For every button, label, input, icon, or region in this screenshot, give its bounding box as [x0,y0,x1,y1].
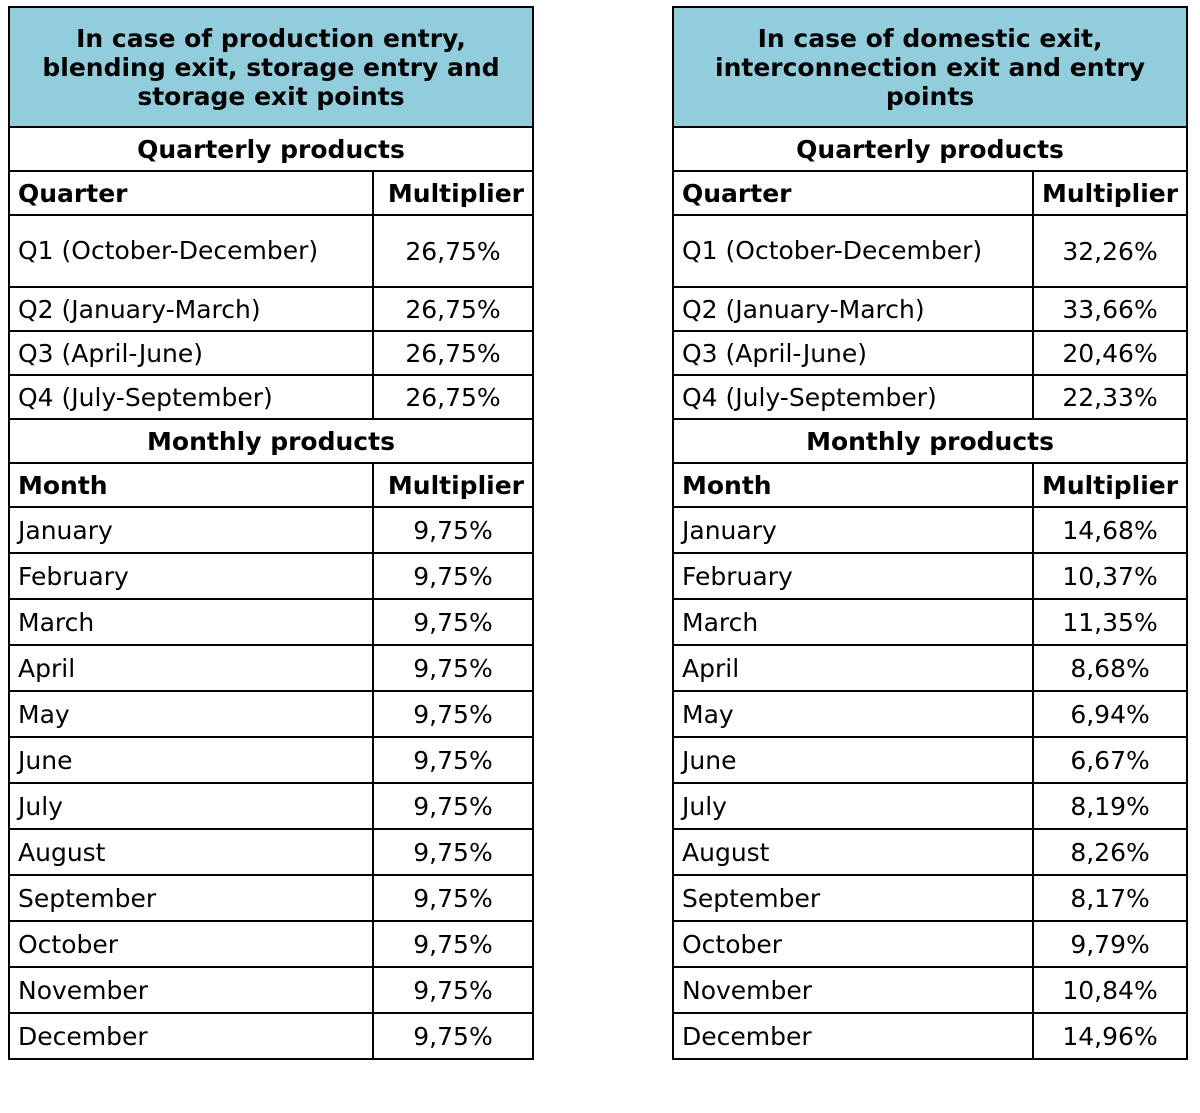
month-label: August [673,829,1033,875]
table-row [673,287,1187,331]
quarterly-products-title: Quarterly products [673,127,1187,171]
multiplier-value: 6,67% [1033,737,1187,783]
table-row [673,691,1187,737]
monthly-products-title: Monthly products [673,419,1187,463]
month-label: January [9,507,373,553]
multiplier-value: 8,26% [1033,829,1187,875]
month-label: September [673,875,1033,921]
table-row [9,1013,533,1059]
month-label: September [9,875,373,921]
table-row [673,967,1187,1013]
table-row [9,375,533,419]
multiplier-value: 9,75% [373,645,533,691]
month-label: July [673,783,1033,829]
multiplier-value: 26,75% [373,215,533,287]
monthly-products-title: Monthly products [9,419,533,463]
multiplier-value: 9,75% [373,737,533,783]
table-row [9,691,533,737]
table-row [673,553,1187,599]
multiplier-value: 9,75% [373,599,533,645]
multiplier-value: 8,19% [1033,783,1187,829]
month-label: May [673,691,1033,737]
table-row [9,967,533,1013]
multiplier-value: 6,94% [1033,691,1187,737]
multiplier-value: 9,75% [373,691,533,737]
multiplier-column-header: Multiplier [373,171,533,215]
quarter-label: Q3 (April-June) [673,331,1033,375]
table-row [9,507,533,553]
multiplier-value: 20,46% [1033,331,1187,375]
month-column-header: Month [673,463,1033,507]
multiplier-column-header: Multiplier [373,463,533,507]
quarter-label: Q3 (April-June) [9,331,373,375]
table-row [673,737,1187,783]
month-label: November [9,967,373,1013]
month-label: August [9,829,373,875]
multiplier-value: 14,96% [1033,1013,1187,1059]
multiplier-value: 10,84% [1033,967,1187,1013]
month-label: April [9,645,373,691]
table-row [673,507,1187,553]
month-label: May [9,691,373,737]
table-row [9,737,533,783]
multiplier-table-right [672,6,1188,1060]
quarter-label: Q4 (July-September) [673,375,1033,419]
multiplier-table-left [8,6,534,1060]
table-header: In case of production entry, blending exit, storage entry and storage exit points [9,7,533,127]
table-row [9,783,533,829]
table-row [673,215,1187,287]
table-row [9,921,533,967]
month-label: April [673,645,1033,691]
quarter-label: Q2 (January-March) [9,287,373,331]
table-row [9,875,533,921]
table-row [9,829,533,875]
table-row [673,783,1187,829]
month-label: December [673,1013,1033,1059]
month-label: March [673,599,1033,645]
multiplier-column-header: Multiplier [1033,463,1187,507]
multiplier-value: 26,75% [373,287,533,331]
multiplier-value: 14,68% [1033,507,1187,553]
table-row [9,331,533,375]
quarterly-products-title: Quarterly products [9,127,533,171]
quarter-label: Q4 (July-September) [9,375,373,419]
multiplier-value: 9,75% [373,921,533,967]
table-header: In case of domestic exit, interconnection exit and entry points [673,7,1187,127]
month-label: March [9,599,373,645]
quarter-label: Q1 (October-December) [9,215,373,287]
month-label: July [9,783,373,829]
table-row [9,553,533,599]
multiplier-value: 22,33% [1033,375,1187,419]
table-row [673,331,1187,375]
month-label: June [673,737,1033,783]
quarter-column-header: Quarter [9,171,373,215]
multiplier-value: 10,37% [1033,553,1187,599]
table-row [673,875,1187,921]
table-row [9,287,533,331]
table-row [9,215,533,287]
month-label: February [673,553,1033,599]
table-row [673,375,1187,419]
multiplier-value: 9,75% [373,829,533,875]
quarter-column-header: Quarter [673,171,1033,215]
month-label: November [673,967,1033,1013]
table-row [673,599,1187,645]
table-row [673,829,1187,875]
month-label: October [673,921,1033,967]
multiplier-value: 9,75% [373,507,533,553]
month-label: October [9,921,373,967]
table-row [673,921,1187,967]
month-label: June [9,737,373,783]
multiplier-value: 26,75% [373,375,533,419]
multiplier-value: 8,17% [1033,875,1187,921]
multiplier-value: 11,35% [1033,599,1187,645]
month-label: December [9,1013,373,1059]
table-row [673,645,1187,691]
month-column-header: Month [9,463,373,507]
multiplier-value: 32,26% [1033,215,1187,287]
multiplier-value: 9,75% [373,967,533,1013]
multiplier-value: 26,75% [373,331,533,375]
quarter-label: Q2 (January-March) [673,287,1033,331]
multiplier-value: 8,68% [1033,645,1187,691]
multiplier-value: 9,75% [373,1013,533,1059]
multiplier-value: 9,75% [373,783,533,829]
quarter-label: Q1 (October-December) [673,215,1033,287]
multiplier-value: 33,66% [1033,287,1187,331]
multiplier-column-header: Multiplier [1033,171,1187,215]
multiplier-value: 9,75% [373,875,533,921]
month-label: January [673,507,1033,553]
multiplier-value: 9,79% [1033,921,1187,967]
month-label: February [9,553,373,599]
table-row [9,599,533,645]
table-row [673,1013,1187,1059]
table-row [9,645,533,691]
multiplier-value: 9,75% [373,553,533,599]
